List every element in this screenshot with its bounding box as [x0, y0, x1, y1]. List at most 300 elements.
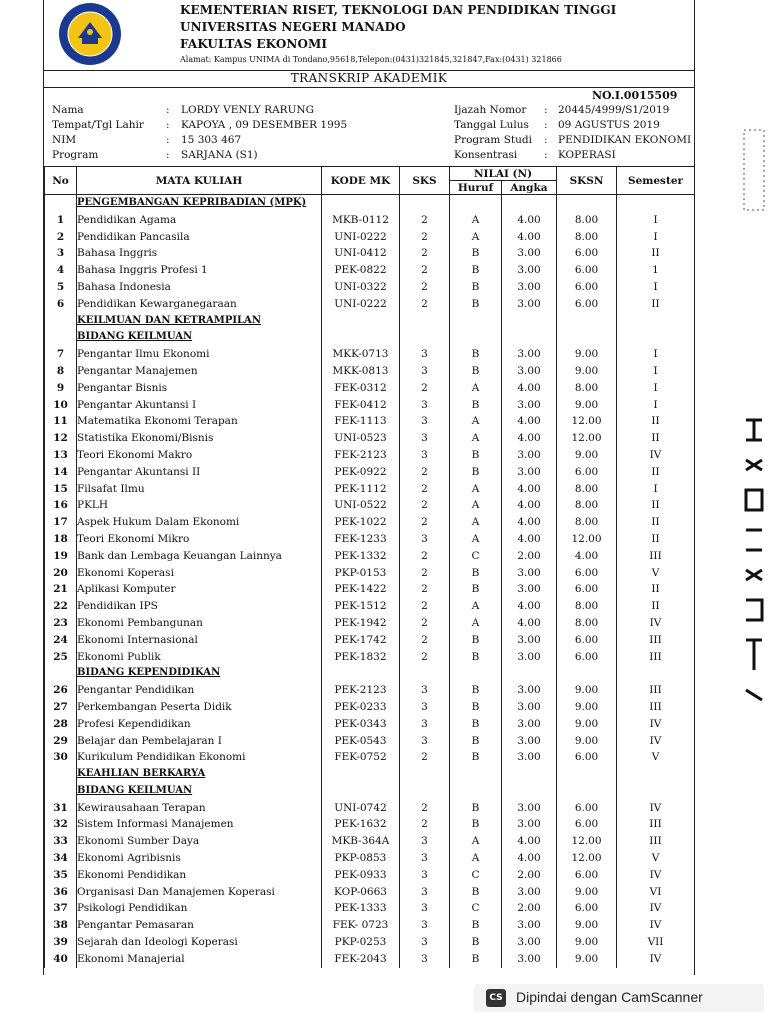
- course-semester: I: [617, 212, 695, 229]
- grade-number: 3.00: [502, 682, 557, 699]
- course-name: Ekonomi Agribisnis: [77, 850, 322, 867]
- cell-empty: [617, 665, 695, 682]
- grade-letter: A: [450, 380, 502, 397]
- course-sks: 3: [400, 884, 450, 901]
- course-name: Bahasa Inggris Profesi 1: [77, 262, 322, 279]
- course-row: [45, 682, 695, 699]
- row-number: 27: [45, 699, 77, 716]
- course-semester: IV: [617, 716, 695, 733]
- cell-empty: [322, 313, 400, 330]
- cell-empty: [45, 195, 77, 212]
- course-sksn: 9.00: [557, 951, 617, 968]
- course-code: MKB-0112: [322, 212, 400, 229]
- course-semester: III: [617, 548, 695, 565]
- row-number: 1: [45, 212, 77, 229]
- course-name: Perkembangan Peserta Didik: [77, 699, 322, 716]
- letterhead: [44, 0, 694, 71]
- colon: :: [544, 149, 548, 161]
- col-sksn: SKSN: [557, 167, 617, 195]
- course-semester: VII: [617, 934, 695, 951]
- course-name: Pendidikan Pancasila: [77, 229, 322, 246]
- course-sksn: 6.00: [557, 581, 617, 598]
- course-sksn: 9.00: [557, 934, 617, 951]
- cell-empty: [557, 766, 617, 783]
- course-sksn: 6.00: [557, 632, 617, 649]
- grade-number: 3.00: [502, 632, 557, 649]
- section-title: BIDANG KEILMUAN: [77, 329, 322, 346]
- course-code: PEK-0233: [322, 699, 400, 716]
- grade-number: 3.00: [502, 245, 557, 262]
- row-number: 22: [45, 598, 77, 615]
- course-semester: II: [617, 514, 695, 531]
- konsentrasi-label: Konsentrasi: [454, 149, 518, 161]
- row-number: 2: [45, 229, 77, 246]
- grade-number: 3.00: [502, 749, 557, 766]
- course-semester: I: [617, 279, 695, 296]
- cell-empty: [450, 329, 502, 346]
- course-code: PEK-0922: [322, 464, 400, 481]
- row-number: 11: [45, 413, 77, 430]
- course-sks: 2: [400, 481, 450, 498]
- course-semester: III: [617, 816, 695, 833]
- cell-empty: [502, 766, 557, 783]
- course-sks: 2: [400, 380, 450, 397]
- row-number: 9: [45, 380, 77, 397]
- course-semester: II: [617, 464, 695, 481]
- cell-empty: [450, 783, 502, 800]
- row-number: 33: [45, 833, 77, 850]
- grade-letter: B: [450, 951, 502, 968]
- course-row: [45, 833, 695, 850]
- course-sks: 2: [400, 632, 450, 649]
- grade-number: 3.00: [502, 733, 557, 750]
- course-row: [45, 884, 695, 901]
- scanner-text: Dipindai dengan CamScanner: [516, 989, 703, 1005]
- course-row: [45, 430, 695, 447]
- cell-empty: [400, 783, 450, 800]
- col-nilai: NILAI (N): [450, 167, 557, 181]
- grade-number: 4.00: [502, 497, 557, 514]
- cell-empty: [617, 329, 695, 346]
- course-sksn: 6.00: [557, 245, 617, 262]
- cell-empty: [450, 195, 502, 212]
- course-sks: 2: [400, 615, 450, 632]
- row-number: 21: [45, 581, 77, 598]
- course-sks: 3: [400, 699, 450, 716]
- grade-number: 3.00: [502, 716, 557, 733]
- course-row: [45, 229, 695, 246]
- course-sksn: 6.00: [557, 900, 617, 917]
- row-number: 38: [45, 917, 77, 934]
- course-sks: 3: [400, 682, 450, 699]
- course-sksn: 6.00: [557, 800, 617, 817]
- course-sks: 3: [400, 733, 450, 750]
- course-name: Filsafat Ilmu: [77, 481, 322, 498]
- prodi-label: Program Studi: [454, 134, 532, 146]
- cell-empty: [617, 313, 695, 330]
- cell-empty: [322, 766, 400, 783]
- ijazah-label: Ijazah Nomor: [454, 104, 527, 116]
- grade-number: 4.00: [502, 598, 557, 615]
- cell-empty: [502, 665, 557, 682]
- grade-number: 4.00: [502, 229, 557, 246]
- cell-empty: [617, 783, 695, 800]
- course-code: PKP-0253: [322, 934, 400, 951]
- section-row: [45, 329, 695, 346]
- row-number: 8: [45, 363, 77, 380]
- course-code: MKK-0813: [322, 363, 400, 380]
- grade-number: 2.00: [502, 548, 557, 565]
- course-row: [45, 850, 695, 867]
- course-semester: IV: [617, 900, 695, 917]
- grade-number: 3.00: [502, 397, 557, 414]
- course-semester: IV: [617, 917, 695, 934]
- course-semester: III: [617, 649, 695, 666]
- document-number: NO.I.0015509: [592, 89, 678, 102]
- course-sks: 3: [400, 867, 450, 884]
- course-sks: 3: [400, 531, 450, 548]
- cell-empty: [45, 313, 77, 330]
- course-row: [45, 296, 695, 313]
- course-sks: 2: [400, 464, 450, 481]
- course-code: UNI-0222: [322, 296, 400, 313]
- grade-letter: B: [450, 363, 502, 380]
- course-name: Bahasa Indonesia: [77, 279, 322, 296]
- grade-number: 4.00: [502, 481, 557, 498]
- course-sks: 3: [400, 363, 450, 380]
- grade-letter: A: [450, 413, 502, 430]
- course-row: [45, 212, 695, 229]
- course-sksn: 9.00: [557, 917, 617, 934]
- grade-letter: A: [450, 514, 502, 531]
- course-sksn: 8.00: [557, 212, 617, 229]
- colon: :: [166, 119, 170, 131]
- grade-letter: A: [450, 531, 502, 548]
- camscanner-icon: CS: [486, 989, 506, 1007]
- course-code: FEK-0752: [322, 749, 400, 766]
- course-sksn: 6.00: [557, 749, 617, 766]
- grade-letter: B: [450, 917, 502, 934]
- course-sks: 2: [400, 548, 450, 565]
- course-sks: 3: [400, 346, 450, 363]
- course-semester: II: [617, 598, 695, 615]
- row-number: 26: [45, 682, 77, 699]
- course-name: Kurikulum Pendidikan Ekonomi: [77, 749, 322, 766]
- course-row: [45, 716, 695, 733]
- row-number: 3: [45, 245, 77, 262]
- course-row: [45, 615, 695, 632]
- course-name: Sistem Informasi Manajemen: [77, 816, 322, 833]
- grade-letter: B: [450, 934, 502, 951]
- section-row: [45, 195, 695, 212]
- colon: :: [166, 134, 170, 146]
- grade-letter: A: [450, 212, 502, 229]
- course-semester: IV: [617, 867, 695, 884]
- row-number: 12: [45, 430, 77, 447]
- colon: :: [544, 119, 548, 131]
- course-sksn: 9.00: [557, 682, 617, 699]
- section-title: PENGEMBANGAN KEPRIBADIAN (MPK): [77, 195, 322, 212]
- grade-number: 3.00: [502, 262, 557, 279]
- course-sksn: 8.00: [557, 514, 617, 531]
- course-code: PEK-1022: [322, 514, 400, 531]
- grade-number: 4.00: [502, 413, 557, 430]
- course-semester: IV: [617, 733, 695, 750]
- course-name: Belajar dan Pembelajaran I: [77, 733, 322, 750]
- ttl-value: KAPOYA , 09 DESEMBER 1995: [181, 119, 348, 131]
- col-kode-mk: KODE MK: [322, 167, 400, 195]
- col-mata-kuliah: MATA KULIAH: [77, 167, 322, 195]
- course-sksn: 9.00: [557, 397, 617, 414]
- course-sks: 2: [400, 816, 450, 833]
- grade-number: 3.00: [502, 447, 557, 464]
- course-code: PEK-0822: [322, 262, 400, 279]
- cell-empty: [557, 329, 617, 346]
- course-row: [45, 279, 695, 296]
- course-row: [45, 867, 695, 884]
- nim-value: 15 303 467: [181, 134, 242, 146]
- course-code: FEK-2043: [322, 951, 400, 968]
- grade-letter: B: [450, 884, 502, 901]
- row-number: 20: [45, 565, 77, 582]
- course-sks: 3: [400, 833, 450, 850]
- course-row: [45, 346, 695, 363]
- course-code: PEK-1742: [322, 632, 400, 649]
- colon: :: [544, 104, 548, 116]
- course-sks: 2: [400, 262, 450, 279]
- grade-number: 3.00: [502, 279, 557, 296]
- course-sksn: 6.00: [557, 296, 617, 313]
- grade-number: 4.00: [502, 380, 557, 397]
- course-sksn: 6.00: [557, 262, 617, 279]
- cell-empty: [450, 665, 502, 682]
- course-sks: 2: [400, 229, 450, 246]
- course-row: [45, 699, 695, 716]
- course-code: UNI-0322: [322, 279, 400, 296]
- course-sks: 2: [400, 296, 450, 313]
- course-name: Pendidikan Agama: [77, 212, 322, 229]
- course-sksn: 6.00: [557, 565, 617, 582]
- course-code: PEK-1942: [322, 615, 400, 632]
- course-name: Ekonomi Internasional: [77, 632, 322, 649]
- course-sks: 2: [400, 598, 450, 615]
- grade-letter: B: [450, 245, 502, 262]
- course-sksn: 9.00: [557, 447, 617, 464]
- course-sksn: 4.00: [557, 548, 617, 565]
- course-name: Ekonomi Manajerial: [77, 951, 322, 968]
- course-name: Teori Ekonomi Mikro: [77, 531, 322, 548]
- course-code: PEK-1512: [322, 598, 400, 615]
- nama-value: LORDY VENLY RARUNG: [181, 104, 314, 116]
- course-row: [45, 816, 695, 833]
- grade-number: 4.00: [502, 514, 557, 531]
- course-code: MKK-0713: [322, 346, 400, 363]
- course-row: [45, 363, 695, 380]
- course-name: Aspek Hukum Dalam Ekonomi: [77, 514, 322, 531]
- transcript-document: [43, 0, 695, 975]
- course-sksn: 6.00: [557, 649, 617, 666]
- nim-label: NIM: [52, 134, 77, 146]
- grade-number: 3.00: [502, 581, 557, 598]
- course-sks: 2: [400, 212, 450, 229]
- section-row: [45, 313, 695, 330]
- section-row: [45, 766, 695, 783]
- course-sks: 3: [400, 917, 450, 934]
- course-name: Statistika Ekonomi/Bisnis: [77, 430, 322, 447]
- course-sks: 2: [400, 749, 450, 766]
- cell-empty: [502, 783, 557, 800]
- course-name: Pengantar Manajemen: [77, 363, 322, 380]
- course-row: [45, 413, 695, 430]
- university-seal-icon: [54, 2, 126, 66]
- course-row: [45, 649, 695, 666]
- course-name: Ekonomi Pembangunan: [77, 615, 322, 632]
- course-semester: II: [617, 430, 695, 447]
- course-row: [45, 934, 695, 951]
- grade-number: 4.00: [502, 430, 557, 447]
- course-sksn: 6.00: [557, 867, 617, 884]
- grade-number: 3.00: [502, 800, 557, 817]
- grade-letter: B: [450, 649, 502, 666]
- course-code: UNI-0412: [322, 245, 400, 262]
- course-name: Pengantar Bisnis: [77, 380, 322, 397]
- course-semester: I: [617, 363, 695, 380]
- course-code: PEK-1422: [322, 581, 400, 598]
- grade-letter: B: [450, 733, 502, 750]
- course-code: PEK-1333: [322, 900, 400, 917]
- course-row: [45, 749, 695, 766]
- grade-number: 3.00: [502, 649, 557, 666]
- course-sks: 2: [400, 245, 450, 262]
- course-semester: I: [617, 380, 695, 397]
- course-sksn: 9.00: [557, 699, 617, 716]
- course-sksn: 8.00: [557, 615, 617, 632]
- row-number: 13: [45, 447, 77, 464]
- prodi-value: PENDIDIKAN EKONOMI: [558, 134, 692, 146]
- course-code: PKP-0153: [322, 565, 400, 582]
- course-code: MKB-364A: [322, 833, 400, 850]
- grade-number: 3.00: [502, 464, 557, 481]
- course-code: FEK- 0723: [322, 917, 400, 934]
- row-number: 31: [45, 800, 77, 817]
- course-semester: IV: [617, 615, 695, 632]
- course-sksn: 8.00: [557, 229, 617, 246]
- course-sksn: 9.00: [557, 346, 617, 363]
- course-name: Organisasi Dan Manajemen Koperasi: [77, 884, 322, 901]
- cell-empty: [400, 195, 450, 212]
- course-sksn: 8.00: [557, 481, 617, 498]
- ttl-label: Tempat/Tgl Lahir: [52, 119, 144, 131]
- course-name: Bank dan Lembaga Keuangan Lainnya: [77, 548, 322, 565]
- cell-empty: [322, 783, 400, 800]
- row-number: 5: [45, 279, 77, 296]
- course-sksn: 12.00: [557, 413, 617, 430]
- row-number: 14: [45, 464, 77, 481]
- row-number: 10: [45, 397, 77, 414]
- grade-number: 2.00: [502, 900, 557, 917]
- grade-letter: B: [450, 464, 502, 481]
- nama-label: Nama: [52, 104, 84, 116]
- grade-letter: B: [450, 296, 502, 313]
- colon: :: [544, 134, 548, 146]
- course-code: KOP-0663: [322, 884, 400, 901]
- course-sks: 2: [400, 581, 450, 598]
- course-row: [45, 464, 695, 481]
- course-name: Pendidikan IPS: [77, 598, 322, 615]
- address-line: Alamat: Kampus UNIMA di Tondano,95618,Telepon:(0431)321845,321847,Fax:(0431) 321866: [180, 55, 562, 64]
- row-number: 35: [45, 867, 77, 884]
- faculty-name: FAKULTAS EKONOMI: [180, 37, 328, 51]
- course-code: FEK-0312: [322, 380, 400, 397]
- row-number: 34: [45, 850, 77, 867]
- cell-empty: [557, 195, 617, 212]
- grade-letter: B: [450, 279, 502, 296]
- course-code: UNI-0742: [322, 800, 400, 817]
- course-code: PEK-1632: [322, 816, 400, 833]
- course-code: UNI-0222: [322, 229, 400, 246]
- row-number: 36: [45, 884, 77, 901]
- course-sks: 3: [400, 447, 450, 464]
- course-semester: I: [617, 397, 695, 414]
- grade-number: 4.00: [502, 833, 557, 850]
- row-number: 40: [45, 951, 77, 968]
- course-sks: 2: [400, 800, 450, 817]
- row-number: 32: [45, 816, 77, 833]
- grade-letter: B: [450, 800, 502, 817]
- course-semester: IV: [617, 951, 695, 968]
- row-number: 7: [45, 346, 77, 363]
- col-semester: Semester: [617, 167, 695, 195]
- course-row: [45, 917, 695, 934]
- grade-letter: B: [450, 816, 502, 833]
- course-semester: I: [617, 229, 695, 246]
- cell-empty: [400, 766, 450, 783]
- course-code: PEK-2123: [322, 682, 400, 699]
- course-row: [45, 900, 695, 917]
- cell-empty: [322, 329, 400, 346]
- course-code: PKP-0853: [322, 850, 400, 867]
- course-sks: 3: [400, 413, 450, 430]
- grades-table: [44, 166, 695, 968]
- course-row: [45, 531, 695, 548]
- course-sksn: 9.00: [557, 716, 617, 733]
- course-code: PEK-0343: [322, 716, 400, 733]
- course-sks: 2: [400, 497, 450, 514]
- grade-number: 3.00: [502, 951, 557, 968]
- cell-empty: [400, 313, 450, 330]
- grade-number: 4.00: [502, 850, 557, 867]
- course-semester: I: [617, 346, 695, 363]
- grade-letter: C: [450, 548, 502, 565]
- course-name: Ekonomi Koperasi: [77, 565, 322, 582]
- grade-number: 3.00: [502, 346, 557, 363]
- grade-letter: B: [450, 262, 502, 279]
- grade-letter: B: [450, 565, 502, 582]
- course-row: [45, 481, 695, 498]
- course-sksn: 12.00: [557, 430, 617, 447]
- row-number: 24: [45, 632, 77, 649]
- course-name: Bahasa Inggris: [77, 245, 322, 262]
- cell-empty: [400, 329, 450, 346]
- ministry-name: KEMENTERIAN RISET, TEKNOLOGI DAN PENDIDIKAN TINGGI: [180, 3, 617, 17]
- grade-letter: A: [450, 598, 502, 615]
- course-name: Matematika Ekonomi Terapan: [77, 413, 322, 430]
- course-semester: I: [617, 481, 695, 498]
- course-sks: 3: [400, 716, 450, 733]
- course-name: Ekonomi Sumber Daya: [77, 833, 322, 850]
- cell-empty: [45, 766, 77, 783]
- section-title: KEILMUAN DAN KETRAMPILAN: [77, 313, 322, 330]
